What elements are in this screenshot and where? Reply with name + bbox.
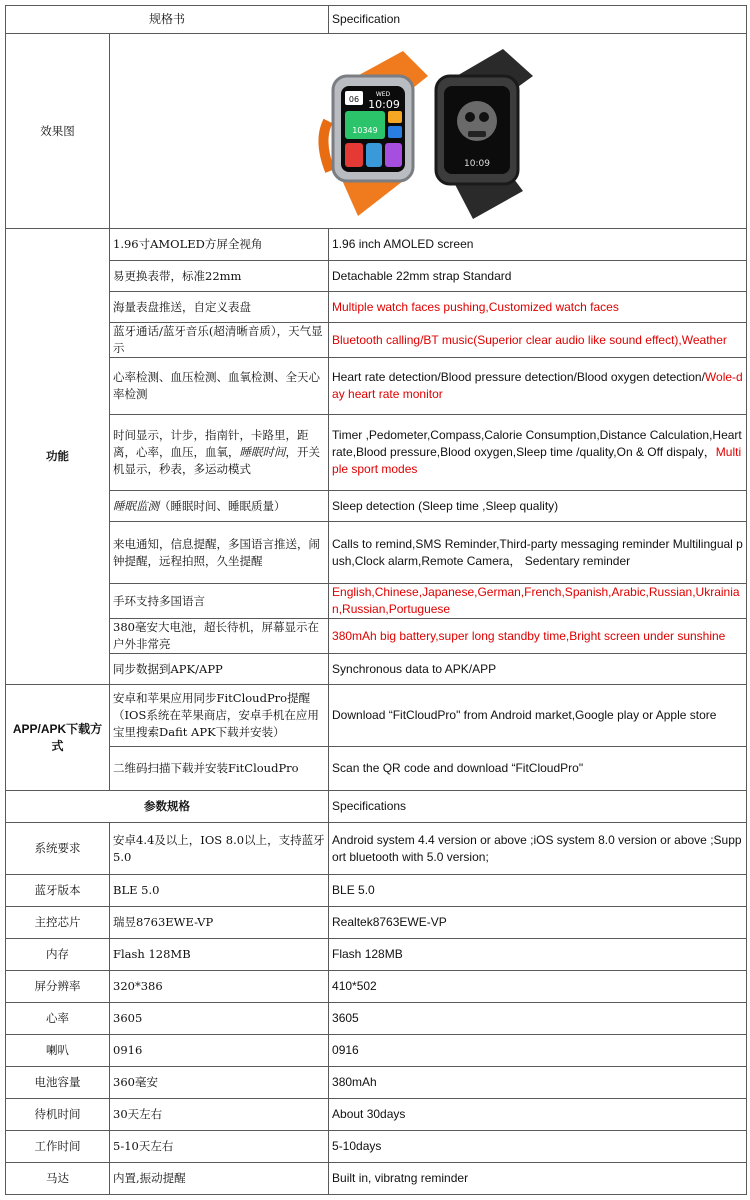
function-row (6, 323, 747, 358)
param-key: 待机时间 (6, 1099, 110, 1131)
effect-label: 效果图 (6, 34, 110, 229)
function-label: 功能 (6, 229, 110, 685)
function-row (6, 654, 747, 685)
params-header-right: Specifications (329, 791, 747, 823)
param-row (6, 1067, 747, 1099)
product-photo-cell (110, 34, 747, 229)
function-row (6, 491, 747, 522)
param-cn: 360毫安 (110, 1067, 329, 1099)
function-en (329, 261, 747, 292)
text-segment: 睡眠监测 (113, 498, 159, 513)
param-key: 系统要求 (6, 823, 110, 875)
black-watch (436, 49, 533, 219)
watch-time: 10:09 (368, 98, 400, 111)
function-row (6, 415, 747, 491)
text-segment: 睡眠时间 (239, 445, 286, 459)
header-right: Specification (329, 6, 747, 34)
text-segment: Multiple sport modes (332, 445, 742, 476)
watch-date: 06 (348, 95, 360, 104)
text-segment: （睡眠时间、睡眠质量） (159, 498, 286, 513)
watch-day: WED (375, 91, 391, 98)
param-en: About 30days (329, 1099, 747, 1131)
orange-watch (323, 51, 428, 216)
params-header-left: 参数规格 (6, 791, 329, 823)
header-row (6, 6, 747, 34)
function-row (6, 261, 747, 292)
param-cn: 3605 (110, 1003, 329, 1035)
param-cn: Flash 128MB (110, 939, 329, 971)
function-cn: 同步数据到APK/APP (110, 654, 329, 685)
function-cn: 手环支持多国语言 (110, 584, 329, 619)
param-en: 5-10days (329, 1131, 747, 1163)
param-cn: 5-10天左右 (110, 1131, 329, 1163)
param-key: 内存 (6, 939, 110, 971)
function-en (329, 654, 747, 685)
app-row (6, 685, 747, 747)
function-cn: 来电通知，信息提醒，多国语言推送，闹钟提醒，远程拍照，久坐提醒 (110, 522, 329, 584)
param-cn: 320*386 (110, 971, 329, 1003)
param-row (6, 907, 747, 939)
app-row (6, 747, 747, 791)
function-row (6, 619, 747, 654)
param-en: BLE 5.0 (329, 875, 747, 907)
param-cn: 安卓4.4及以上，IOS 8.0以上，支持蓝牙5.0 (110, 823, 329, 875)
app-en: Scan the QR code and download “FitCloudPro" (329, 747, 747, 791)
param-en: 380mAh (329, 1067, 747, 1099)
app-en: Download “FitCloudPro" from Android market,Google play or Apple store (329, 685, 747, 747)
param-cn: BLE 5.0 (110, 875, 329, 907)
param-row (6, 1035, 747, 1067)
param-row (6, 1163, 747, 1195)
function-en (329, 584, 747, 619)
param-cn: 内置,振动提醒 (110, 1163, 329, 1195)
param-row (6, 823, 747, 875)
param-en: Flash 128MB (329, 939, 747, 971)
function-cn: 蓝牙通话/蓝牙音乐(超清晰音质），天气显示 (110, 323, 329, 358)
text-segment: Sleep detection (Sleep time ,Sleep quality) (332, 498, 559, 513)
param-row (6, 939, 747, 971)
function-en (329, 522, 747, 584)
effect-row (6, 34, 747, 229)
param-key: 喇叭 (6, 1035, 110, 1067)
param-en: 0916 (329, 1035, 747, 1067)
function-cn: 海量表盘推送，自定义表盘 (110, 292, 329, 323)
text-segment: 380mAh big battery,super long standby time,Bright screen under sunshine (332, 628, 726, 643)
function-row (6, 229, 747, 261)
watch-steps: 10349 (352, 126, 378, 135)
param-key: 工作时间 (6, 1131, 110, 1163)
param-row (6, 875, 747, 907)
param-row (6, 971, 747, 1003)
params-header-row (6, 791, 747, 823)
param-key: 主控芯片 (6, 907, 110, 939)
param-cn: 瑞昱8763EWE-VP (110, 907, 329, 939)
function-en (329, 619, 747, 654)
text-segment: Calls to remind,SMS Reminder,Third-party messaging reminder Multilingual push,Clock alarm,Remote Camera， Sedentary reminder (332, 536, 743, 568)
param-key: 马达 (6, 1163, 110, 1195)
param-en: 3605 (329, 1003, 747, 1035)
text-segment: Detachable 22mm strap Standard (332, 268, 512, 283)
function-row (6, 584, 747, 619)
text-segment: Wole-day heart rate monitor (332, 370, 743, 401)
app-label: APP/APK下载方式 (6, 685, 110, 791)
param-en: Android system 4.4 version or above ;iOS system 8.0 version or above ;Support bluetooth with 5.0 version; (329, 823, 747, 875)
function-row (6, 358, 747, 415)
function-cn: 380毫安大电池，超长待机，屏幕显示在户外非常亮 (110, 619, 329, 654)
function-cn (110, 415, 329, 491)
header-left: 规格书 (6, 6, 329, 34)
text-segment: Bluetooth calling/BT music(Superior clear audio like sound effect),Weather (332, 332, 727, 347)
param-en: Built in, vibratng reminder (329, 1163, 747, 1195)
function-en (329, 415, 747, 491)
function-en (329, 491, 747, 522)
function-cn (110, 491, 329, 522)
text-segment: English,Chinese,Japanese,German,French,Spanish,Arabic,Russian,Ukrainian,Russian,Portuguese (332, 585, 740, 616)
param-row (6, 1131, 747, 1163)
param-key: 蓝牙版本 (6, 875, 110, 907)
function-cn: 易更换表带，标准22mm (110, 261, 329, 292)
text-segment: ，开关机显示，秒表，多运动模式 (113, 445, 320, 476)
param-en: 410*502 (329, 971, 747, 1003)
function-en (329, 229, 747, 261)
function-row (6, 522, 747, 584)
function-en (329, 358, 747, 415)
text-segment: 1.96 inch AMOLED screen (332, 237, 474, 251)
smartwatch-photo (308, 41, 548, 221)
skull-watch-time: 10:09 (464, 159, 490, 169)
spec-table (5, 5, 747, 1195)
text-segment: Heart rate detection/Blood pressure detection/Blood oxygen detection/ (332, 370, 705, 384)
function-en (329, 292, 747, 323)
param-en: Realtek8763EWE-VP (329, 907, 747, 939)
function-cn: 1.96寸AMOLED方屏全视角 (110, 229, 329, 261)
param-cn: 30天左右 (110, 1099, 329, 1131)
app-cn: 安卓和苹果应用同步FitCloudPro提醒（IOS系统在苹果商店，安卓手机在应用宝里搜索Dafit APK下载并安装） (110, 685, 329, 747)
param-key: 屏分辨率 (6, 971, 110, 1003)
param-row (6, 1099, 747, 1131)
param-cn: 0916 (110, 1035, 329, 1067)
text-segment: Synchronous data to APK/APP (332, 661, 497, 676)
function-en (329, 323, 747, 358)
param-key: 电池容量 (6, 1067, 110, 1099)
text-segment: Multiple watch faces pushing,Customized watch faces (332, 299, 619, 314)
spec-sheet (5, 5, 746, 1195)
function-row (6, 292, 747, 323)
function-cn: 心率检测、血压检测、血氧检测、全天心率检测 (110, 358, 329, 415)
app-cn: 二维码扫描下载并安装FitCloudPro (110, 747, 329, 791)
param-row (6, 1003, 747, 1035)
text-segment: 时间显示，计步，指南针，卡路里，距离，心率，血压，血氧， (113, 428, 309, 459)
param-key: 心率 (6, 1003, 110, 1035)
text-segment: Timer ,Pedometer,Compass,Calorie Consumption,Distance Calculation,Heart rate,Blood pressure,Blood oxygen,Sleep time /quality,On & Off dispaly， (332, 428, 742, 459)
